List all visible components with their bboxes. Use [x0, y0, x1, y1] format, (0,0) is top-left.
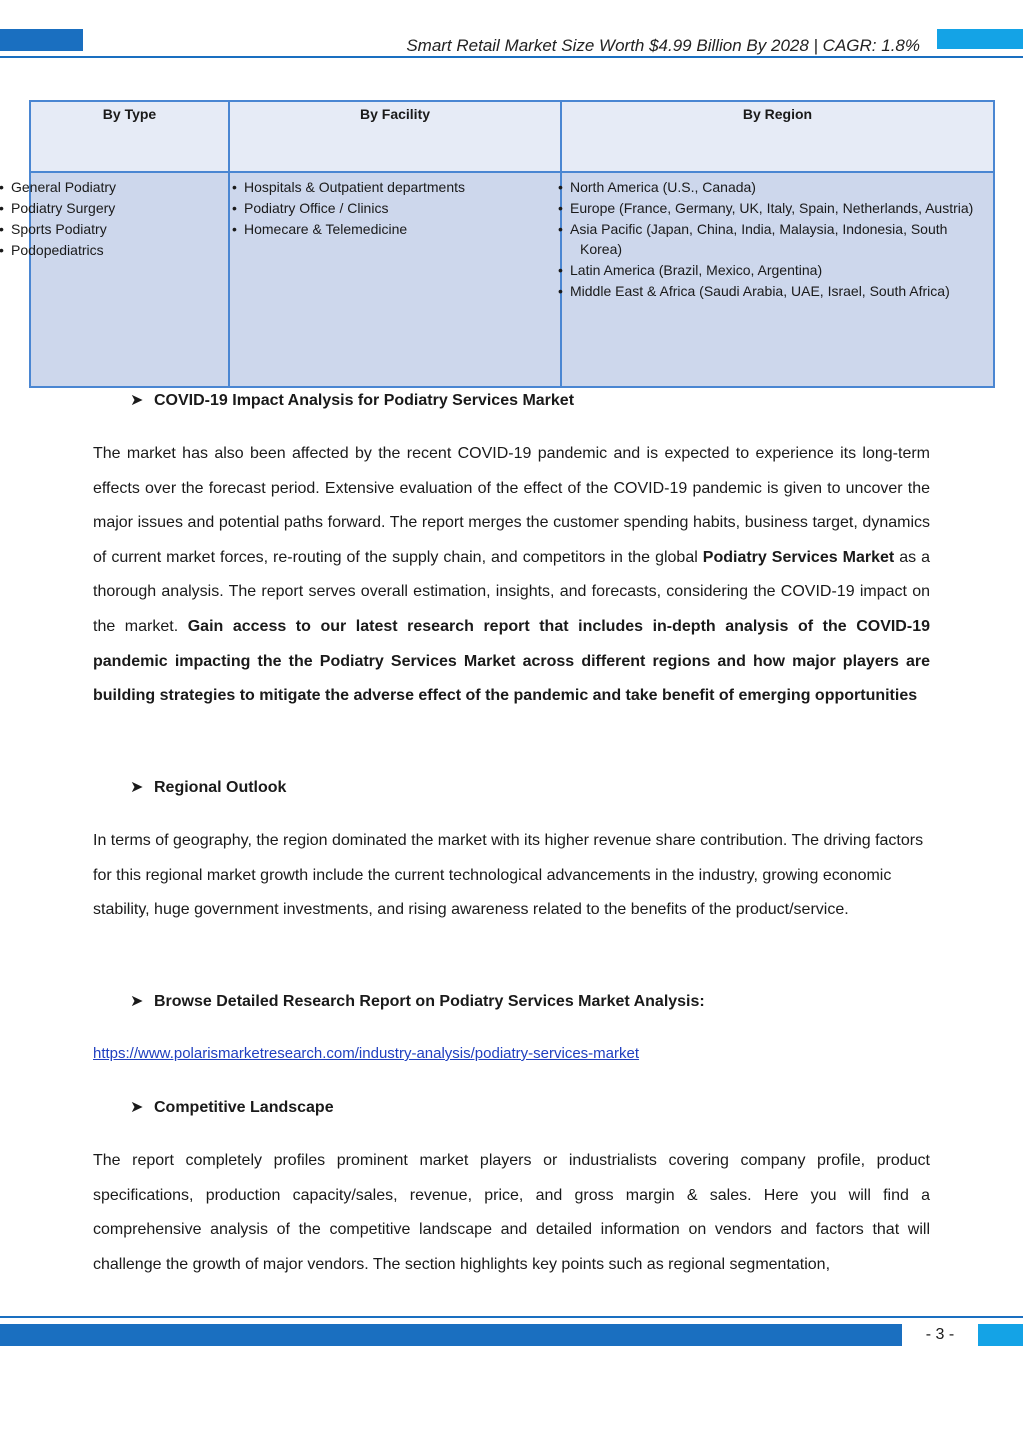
report-link[interactable]: https://www.polarismarketresearch.com/industry-analysis/podiatry-services-market [93, 1045, 640, 1062]
arrow-bullet-icon: ➤ [130, 779, 144, 796]
footer-left-bar [0, 1324, 902, 1346]
list-item: • Latin America (Brazil, Mexico, Argentina) [562, 260, 987, 280]
list-item: • Podiatry Office / Clinics [226, 198, 554, 218]
list-item: • Europe (France, Germany, UK, Italy, Spain, Netherlands, Austria) [562, 198, 987, 218]
table-header-by-region: By Region [561, 101, 994, 172]
by-facility-cell [229, 172, 561, 387]
table-header-by-facility: By Facility [229, 101, 561, 172]
segmentation-table [11, 100, 995, 388]
covid-paragraph: The market has also been affected by the recent COVID-19 pandemic and is expected to experience its long-term effects over the forecast period. Extensive evaluation of the effect of the COVID-19 pandemic is given to uncover the major issues and potential paths forward. The report merges the customer spending habits, business target, dynamics of current market forces, re-routing of the supply chain, and competitors in the global Podiatry Services Market as a thorough analysis. The report serves overall estimation, insights, and forecasts, considering the COVID-19 impact on the market. Gain access to our latest research report that includes in-depth analysis of the COVID-19 pandemic impacting the the Podiatry Services Market across different regions and how major players are building strategies to mitigate the adverse effect of the pandemic and take benefit of emerging opportunities [93, 445, 930, 705]
list-item: • Podopediatrics [0, 240, 222, 260]
covid-heading: ➤ COVID-19 Impact Analysis for Podiatry Services Market [130, 392, 575, 409]
table-header-by-type: By Type [30, 101, 229, 172]
by-type-cell [11, 172, 229, 387]
browse-heading: ➤ Browse Detailed Research Report on Podiatry Services Market Analysis: [130, 993, 705, 1010]
competitive-heading: ➤ Competitive Landscape [130, 1099, 334, 1116]
header-right-bar [937, 29, 1023, 49]
footer-right-bar [978, 1324, 1023, 1346]
by-region-cell [561, 172, 994, 387]
header-left-bar [0, 29, 83, 51]
competitive-paragraph: The report completely profiles prominent market players or industrialists covering company profile, product specifications, production capacity/sales, revenue, price, and gross margin & sales. Here you will find a comprehensive analysis of the competitive landscape and detailed information on vendors and factors that will challenge the growth of major vendors. The section highlights key points such as regional segmentation, [93, 1152, 930, 1273]
footer-rule [0, 1316, 1023, 1318]
list-item: • Sports Podiatry [0, 219, 222, 239]
list-item: • Middle East & Africa (Saudi Arabia, UAE, Israel, South Africa) [562, 281, 987, 301]
list-item: • Homecare & Telemedicine [226, 219, 554, 239]
list-item: • Hospitals & Outpatient departments [226, 177, 554, 197]
page-number: - 3 - [925, 1326, 955, 1343]
header-rule [0, 56, 1023, 58]
arrow-bullet-icon: ➤ [130, 993, 144, 1010]
list-item: • General Podiatry [0, 177, 222, 197]
arrow-bullet-icon: ➤ [130, 1099, 144, 1116]
regional-heading: ➤ Regional Outlook [130, 779, 287, 796]
list-item: • Asia Pacific (Japan, China, India, Malaysia, Indonesia, South Korea) [562, 219, 987, 259]
arrow-bullet-icon: ➤ [130, 392, 144, 409]
list-item: • Podiatry Surgery [0, 198, 222, 218]
header-title: Smart Retail Market Size Worth $4.99 Billion By 2028 | CAGR: 1.8% [406, 36, 920, 55]
list-item: • North America (U.S., Canada) [562, 177, 987, 197]
regional-paragraph: In terms of geography, the region dominated the market with its higher revenue share contribution. The driving factors for this regional market growth include the current technological advancements in the industry, growing economic stability, huge government investments, and rising awareness related to the benefits of the product/service. [93, 832, 924, 919]
